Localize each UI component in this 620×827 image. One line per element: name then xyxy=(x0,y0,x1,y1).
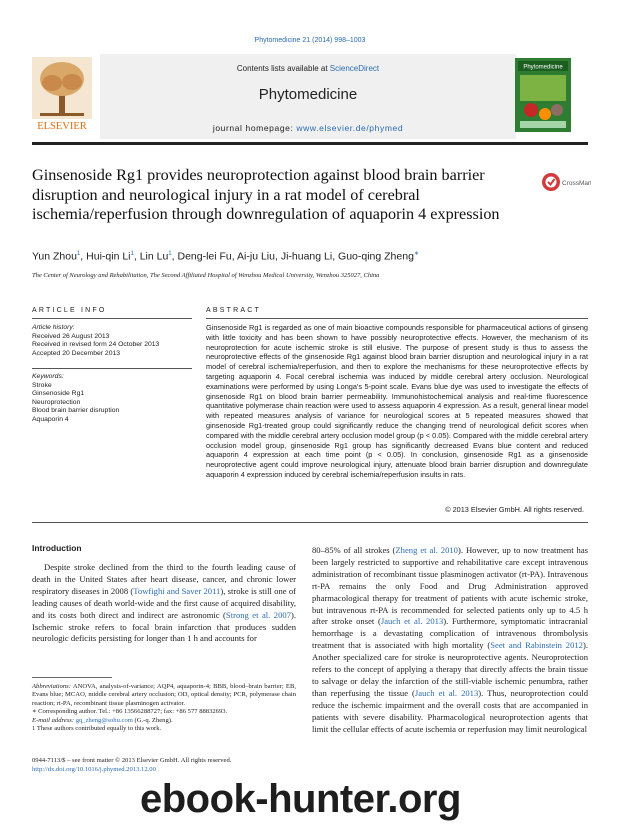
article-info-rule xyxy=(32,318,192,319)
article-title: Ginsenoside Rg1 provides neuroprotection against blood brain barrier disruption and neurological injury in a rat model of cerebral ischemia/reperfusion through downregulation of aquaporin 4 expression xyxy=(32,166,500,223)
journal-name: Phytomedicine xyxy=(258,86,358,103)
citation-link[interactable]: Towfighi and Saver 2011 xyxy=(133,585,221,596)
issn-block xyxy=(32,757,296,775)
copyright-line: © 2013 Elsevier GmbH. All rights reserved. xyxy=(445,505,584,514)
keywords-rule xyxy=(32,368,192,369)
affiliation: The Center of Neurology and Rehabilitation, The Second Affiliated Hospital of Wenzhou Medical University, Wenzhou 325027, China xyxy=(32,272,380,279)
email-link[interactable]: gq_zheng@sohu.com xyxy=(75,716,133,724)
author-mark[interactable]: 1 xyxy=(76,251,81,257)
footnotes xyxy=(32,683,296,733)
author-mark[interactable]: ∗ xyxy=(413,251,419,257)
keyword-item: Neuroprotection xyxy=(32,398,81,406)
author-mark[interactable]: 1 xyxy=(130,251,134,257)
history-label: Article history: xyxy=(32,324,75,331)
watermark: ebook-hunter.org xyxy=(140,777,461,821)
elsevier-tree-logo xyxy=(32,57,92,133)
homepage-link[interactable]: www.elsevier.de/phymed xyxy=(296,123,404,133)
footnote-rule xyxy=(32,677,112,678)
body-text: 80–85% of all strokes ( xyxy=(312,545,396,555)
citation-link[interactable]: Strong et al. 2007 xyxy=(225,609,291,620)
crossmark-badge[interactable] xyxy=(541,170,591,194)
keyword-item: Stroke xyxy=(32,381,52,389)
history-item: Received 26 August 2013 xyxy=(32,332,110,340)
email-label: E-mail address: xyxy=(32,716,76,724)
journal-reference[interactable]: Phytomedicine 21 (2014) 998–1003 xyxy=(254,37,366,44)
author-name: Hui-qin Li xyxy=(86,250,131,263)
body-text: ). Ischemic stroke refers to focal brain infarction that produces sudden neurologic deficits persisting for longer than 1 h and accounts for xyxy=(32,609,296,644)
keyword-item: Blood brain barrier disruption xyxy=(32,407,120,415)
equal-contribution-note: 1 These authors contributed equally to this work. xyxy=(32,725,162,733)
citation-link[interactable]: Zheng et al. 2010 xyxy=(395,545,458,555)
doi-link[interactable]: http://dx.doi.org/10.1016/j.phymed.2013.12.00 xyxy=(32,765,156,773)
introduction-right-column xyxy=(312,545,588,736)
keyword-item: Ginsenoside Rg1 xyxy=(32,390,85,398)
author-name: Ai-ju Liu xyxy=(237,250,275,263)
keywords-label: Keywords: xyxy=(32,373,64,380)
body-text: ). However, up to now treatment has been largely restricted to supportive and rehabilitative care except intravenous administration of recombinant tissue plasminogen activator (rt-PA). Intravenous rt-PA remains the only Food and Drug Administration approved pharmacological therapy for treatment of patients with acute ischemic stroke, but intravenous rt-PA is recommended for selected patients only up to 4.5 h after stroke onset ( xyxy=(312,545,589,627)
citation-link[interactable]: Jauch et al. 2013 xyxy=(414,687,479,698)
sciencedirect-link[interactable]: ScienceDirect xyxy=(329,64,380,73)
citation-link[interactable]: Jauch et al. 2013 xyxy=(380,616,444,627)
article-history xyxy=(32,324,197,358)
introduction-heading: Introduction xyxy=(32,543,82,553)
introduction-left-column xyxy=(32,562,296,645)
header-rule xyxy=(32,142,588,145)
abbreviations-text: ANOVA, analysis-of-variance; AQP4, aquaporin-4; BBB, blood–brain barrier; EB, Evans blue; MCAO, middle cerebral artery occlusion; OD, optical density; PCR, polymerase chain reaction; rt-PA, recombinant tissue plasminogen activator. xyxy=(32,683,296,707)
keyword-item: Aquaporin 4 xyxy=(32,415,69,423)
keyword-list xyxy=(32,382,197,425)
contents-available-line xyxy=(100,64,516,73)
journal-cover-thumbnail xyxy=(515,58,571,132)
author-name: Yun Zhou xyxy=(32,250,77,263)
article-info-heading: ARTICLE INFO xyxy=(32,307,107,314)
keywords-block xyxy=(32,373,197,425)
abstract-rule xyxy=(206,318,588,319)
body-text: Despite stroke declined from the third to the fourth leading cause of death in the United States after heart disease, cancer, and chronic lower respiratory diseases in 2008 ( xyxy=(32,562,296,596)
abbreviations-label: Abbreviations: xyxy=(32,683,71,690)
author-name: Lin Lu xyxy=(139,250,169,263)
abstract-heading: ABSTRACT xyxy=(206,307,261,314)
body-text: ), stroke is still one of leading causes of death world-wide and the first cause of acquired disability, and its costs both direct and indirect are astronomic ( xyxy=(32,585,296,620)
abstract-text: Ginsenoside Rg1 is regarded as one of main bioactive compounds responsible for pharmaceutical actions of ginseng with little toxicity and has been shown to have possibly neuroprotective effects. However, the mechanism of its neuroprotection for acute ischemic stroke is still elusive. The purpose of present study is thus to assess the neuroprotective effects of the ginsenoside Rg1 against blood brain barrier disruption and neurological injury in a rat model of cerebral ischemia/reperfusion, and then to explore the mechanisms for these neuroprotective effects by targeting aquaporin 4. Focal cerebral ischemia was induced by middle cerebral artery occlusion. Neurological examinations were performed by using Longa's 5-point scale. Evans blue dye was used to investigate the effects of ginsenoside Rg1 on blood brain barrier permeability. Immunohistochemical analysis and real-time fluorescence quantitative polymerase chain reaction were used to assess aquaporin 4 expression. As a result, general linear model with repeated measures analysis of variance for neurological scores at 5 repeated measures showed that ginsenoside Rg1-treated group could significantly reduce the changing trend of neurological deficit scores when compared with the middle cerebral artery occlusion model group (p < 0.05). Compared with the middle cerebral artery occlusion model group, ginsenoside Rg1 group has significantly decreased Evans blue content and reduced aquaporin 4 expression at each time point (p < 0.05). In conclusion, ginsenoside Rg1 as a ginsenoside neuroprotective agent could improve neurological injury, attenuate blood brain barrier disruption and downregulate aquaporin 4 expression induced by cerebral ischemia/reperfusion insults in rats. xyxy=(206,323,588,479)
history-item: Accepted 20 December 2013 xyxy=(32,349,121,357)
author-name: Guo-qing Zheng xyxy=(338,250,414,263)
history-list xyxy=(32,333,197,359)
history-item: Received in revised form 24 October 2013 xyxy=(32,341,160,349)
body-text: ). Another specialized care for stroke is neuroprotective agents. Neuroprotection refers to the concept of applying a therapy that directly affects the brain tissue to salvage or delay the infarction of the still-viable ischemic penumbra, rather than reperfusing the tissue ( xyxy=(312,640,588,698)
crossmark-label: CrossMark xyxy=(562,180,591,187)
body-text: ). Thus, neuroprotection could reduce the ischemic impairment and the overall costs that are accompanied in patients with severe disability. Pharmacological neuroprotection agents that limit the cellular effects of acute ischemia or reperfusion may limit neurological xyxy=(312,687,588,734)
email-suffix: (G.-q. Zheng). xyxy=(132,716,173,724)
author-name: Ji-huang Li xyxy=(280,250,333,263)
author-list: Yun Zhou$^1$, Hui-qin Li$^1$, Lin Lu$^1$, Deng-lei Fu, Ai-ju Liu, Ji-huang Li, Guo-qing Zheng∗ xyxy=(32,250,419,263)
homepage-prefix: journal homepage: xyxy=(212,123,297,133)
contents-prefix: Contents lists available at xyxy=(236,64,330,73)
author-mark[interactable]: 1 xyxy=(168,251,172,257)
elsevier-wordmark: ELSEVIER xyxy=(37,121,87,132)
abstract-bottom-rule xyxy=(32,522,588,523)
corresponding-author-note: ∗ Corresponding author. Tel.: +86 13566288727; fax: +86 577 88832693. xyxy=(32,708,228,716)
cover-title: Phytomedicine xyxy=(523,64,563,71)
citation-link[interactable]: Seet and Rabinstein 2012 xyxy=(490,640,583,651)
journal-homepage-line xyxy=(100,123,516,133)
body-text: ). Furthermore, symptomatic intracranial hemorrhage is a devastating complication of intravenous thrombolysis treatment that is associated with high mortality ( xyxy=(312,616,588,651)
author-name: Deng-lei Fu xyxy=(177,250,232,263)
issn-line: 0944-7113/$ – see front matter © 2013 Elsevier GmbH. All rights reserved. xyxy=(32,757,232,764)
